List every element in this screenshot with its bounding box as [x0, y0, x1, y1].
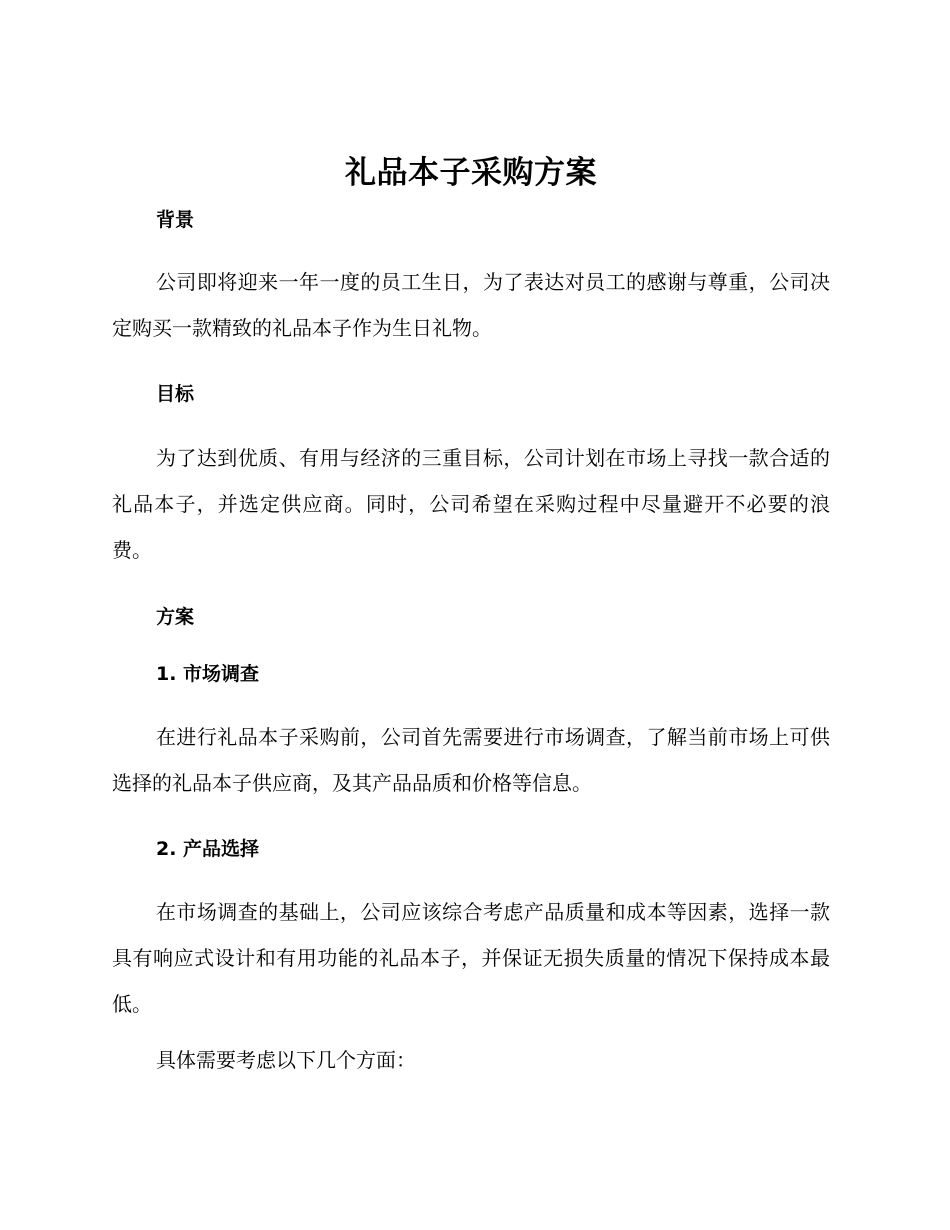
heading-market-research: 1. 市场调查	[156, 663, 260, 685]
heading-product-selection: 2. 产品选择	[156, 838, 260, 860]
paragraph-product-selection: 在市场调查的基础上，公司应该综合考虑产品质量和成本等因素，选择一款具有响应式设计和有用功能的礼品本子，并保证无损失质量的情况下保持成本最低。	[112, 900, 830, 1016]
paragraph-aspects-intro: 具体需要考虑以下几个方面：	[156, 1048, 416, 1072]
document-page	[112, 150, 830, 1083]
paragraph-goal: 为了达到优质、有用与经济的三重目标，公司计划在市场上寻找一款合适的礼品本子，并选定供应商。同时，公司希望在采购过程中尽量避开不必要的浪费。	[112, 446, 830, 562]
heading-background: 背景	[156, 209, 195, 231]
document-title: 礼品本子采购方案	[345, 155, 597, 191]
heading-goal: 目标	[156, 383, 195, 405]
paragraph-background: 公司即将迎来一年一度的员工生日，为了表达对员工的感谢与尊重，公司决定购买一款精致的礼品本子作为生日礼物。	[112, 270, 830, 340]
heading-plan: 方案	[156, 606, 195, 628]
paragraph-market-research: 在进行礼品本子采购前，公司首先需要进行市场调查，了解当前市场上可供选择的礼品本子供应商，及其产品品质和价格等信息。	[112, 725, 830, 795]
